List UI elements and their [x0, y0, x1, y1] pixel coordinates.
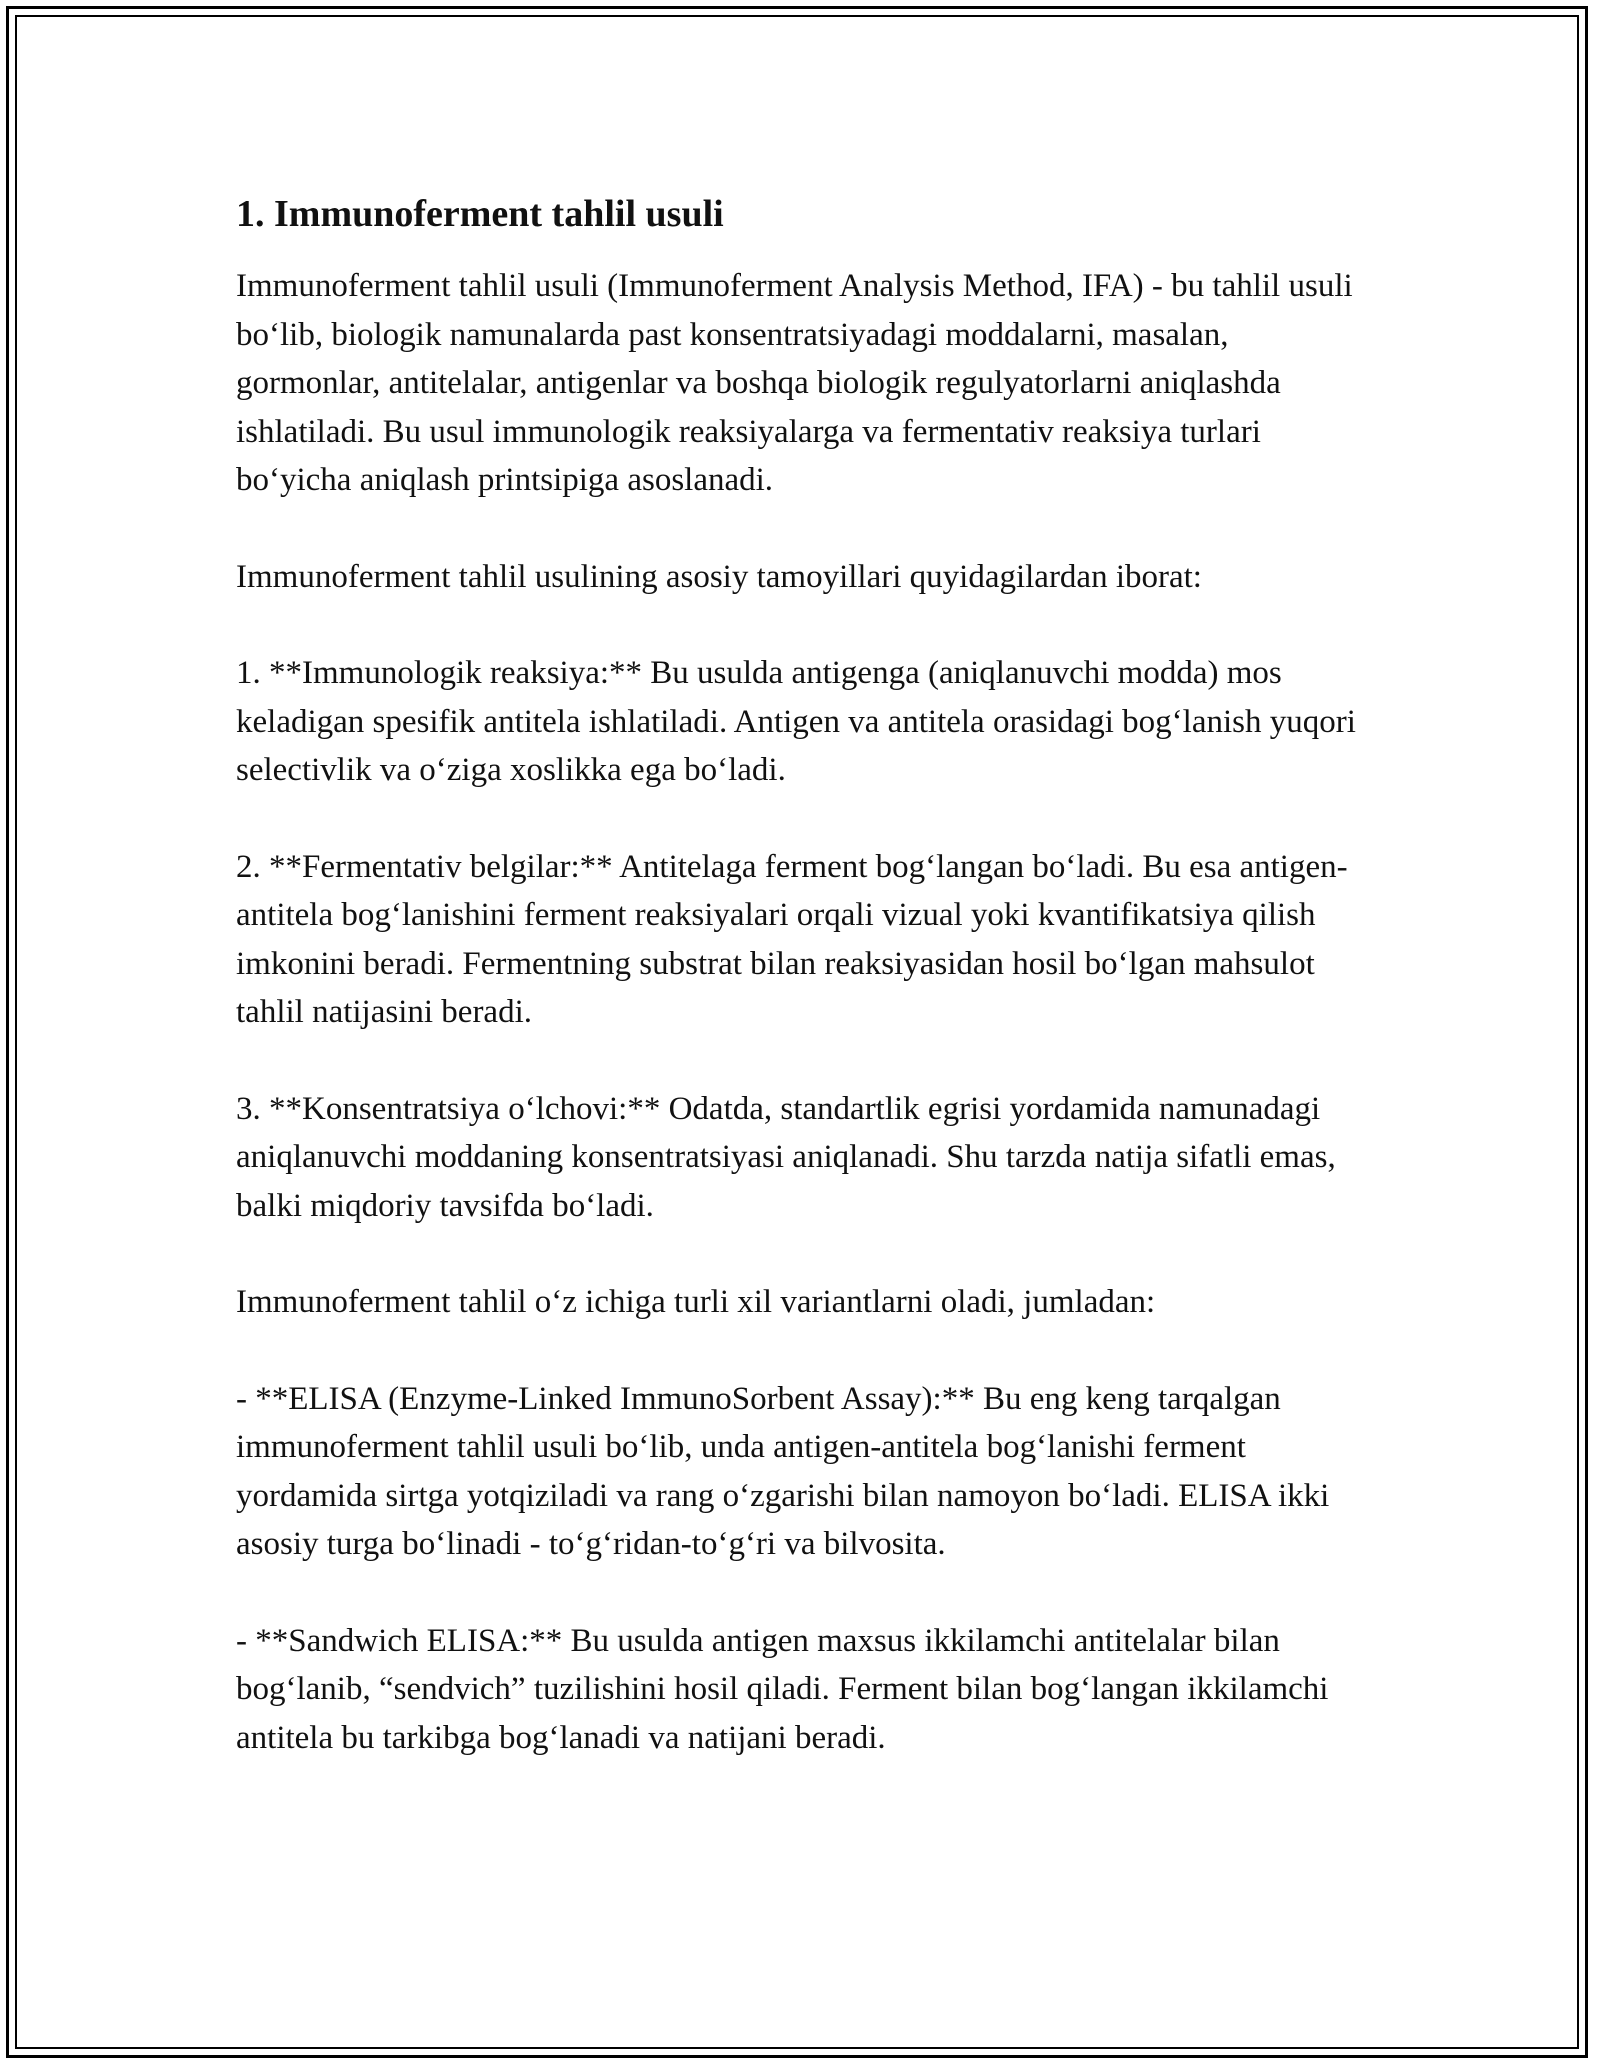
paragraph-variant-elisa: - **ELISA (Enzyme-Linked ImmunoSorbent Assay):** Bu eng keng tarqalgan immunoferment tahlil usuli bo‘lib, unda antigen-antitela bog‘lanishi ferment yordamida sirtga yotqiziladi va rang o‘zgarishi bilan namoyon bo‘ladi. ELISA ikki asosiy turga bo‘linadi - to‘g‘ridan-to‘g‘ri va bilvosita. — [236, 1380, 1330, 1562]
paragraph-principle-2: 2. **Fermentativ belgilar:** Antitelaga ferment bog‘langan bo‘ladi. Bu esa antigen-antitela bog‘lanishini ferment reaksiyalari orqali vizual yoki kvantifikatsiya qilish imkonini beradi. Fermentning substrat bilan reaksiyasidan hosil bo‘lgan mahsulot tahlil natijasini beradi. — [236, 848, 1348, 1030]
paragraph-principle-1: 1. **Immunologik reaksiya:** Bu usulda antigenga (aniqlanuvchi modda) mos keladigan spesifik antitela ishlatiladi. Antigen va antitela orasidagi bog‘lanish yuqori selectivlik va o‘ziga xoslikka ega bo‘ladi. — [236, 655, 1356, 788]
document-body — [236, 188, 1366, 1810]
paragraph-intro: Immunoferment tahlil usuli (Immunoferment Analysis Method, IFA) - bu tahlil usuli bo‘lib, biologik namunalarda past konsentratsiyadagi moddalarni, masalan, gormonlar, antitelalar, antigenlar va boshqa biologik regulyatorlarni aniqlashda ishlatiladi. Bu usul immunologik reaksiyalarga va fermentativ reaksiya turlari bo‘yicha aniqlash printsipiga asoslanadi. — [236, 268, 1353, 498]
paragraph-principle-3: 3. **Konsentratsiya o‘lchovi:** Odatda, standartlik egrisi yordamida namunadagi aniqlanuvchi moddaning konsentratsiyasi aniqlanadi. Shu tarzda natija sifatli emas, balki miqdoriy tavsifda bo‘ladi. — [236, 1090, 1336, 1224]
paragraph-variants-intro: Immunoferment tahlil o‘z ichiga turli xil variantlarni oladi, jumladan: — [236, 1284, 1156, 1320]
paragraph-variant-sandwich: - **Sandwich ELISA:** Bu usulda antigen maxsus ikkilamchi antitelalar bilan bog‘lanib, “sendvich” tuzilishini hosil qiladi. Ferment bilan bog‘langan ikkilamchi antitela bu tarkibga bog‘lanadi va natijani beradi. — [236, 1622, 1329, 1756]
section-heading: 1. Immunoferment tahlil usuli — [236, 193, 724, 235]
paragraph-principles-intro: Immunoferment tahlil usulining asosiy tamoyillari quyidagilardan iborat: — [236, 558, 1202, 595]
